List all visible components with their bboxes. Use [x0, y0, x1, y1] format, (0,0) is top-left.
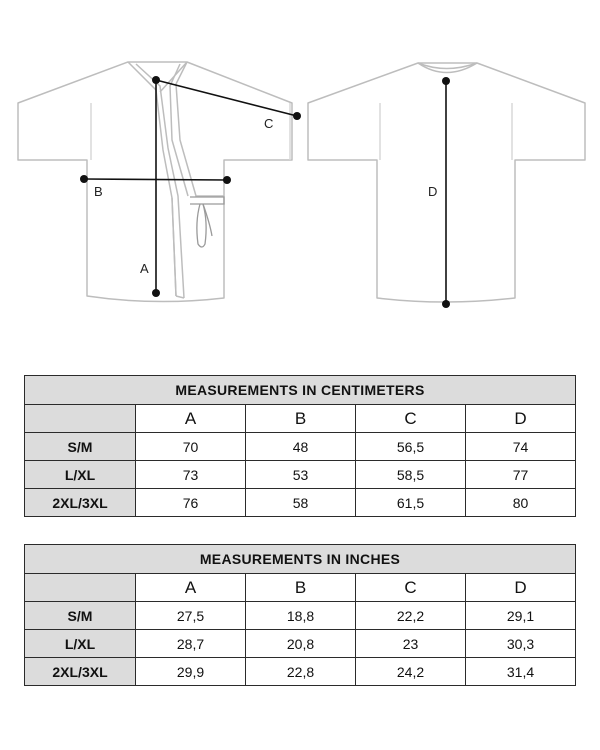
- table-row: [25, 461, 576, 489]
- table-cell: 31,4: [466, 658, 576, 686]
- robe-front-outline: [18, 62, 292, 302]
- size-label: S/M: [25, 433, 136, 461]
- table-corner-cell: [25, 405, 136, 433]
- table-cell: 53: [246, 461, 356, 489]
- table-title: MEASUREMENTS IN CENTIMETERS: [25, 376, 576, 405]
- table-cell: 22,8: [246, 658, 356, 686]
- table-row: [25, 489, 576, 517]
- table-cell: 58: [246, 489, 356, 517]
- table-cell: 77: [466, 461, 576, 489]
- table-cell: 48: [246, 433, 356, 461]
- table-header-row: [25, 574, 576, 602]
- robe-illustration: [0, 0, 600, 330]
- point-b-right: [223, 176, 231, 184]
- point-d-top: [442, 77, 450, 85]
- size-label: 2XL/3XL: [25, 489, 136, 517]
- table-inches: [24, 544, 576, 686]
- table-cell: 61,5: [356, 489, 466, 517]
- table-cell: 56,5: [356, 433, 466, 461]
- table-row: [25, 630, 576, 658]
- size-label: L/XL: [25, 630, 136, 658]
- measure-line-b: [84, 179, 227, 180]
- point-b-left: [80, 175, 88, 183]
- table-cell: 29,9: [136, 658, 246, 686]
- table-cell: 74: [466, 433, 576, 461]
- table-cell: 22,2: [356, 602, 466, 630]
- point-a-bottom: [152, 289, 160, 297]
- size-label: 2XL/3XL: [25, 658, 136, 686]
- column-header: C: [356, 574, 466, 602]
- table-row: [25, 433, 576, 461]
- table-cell: 70: [136, 433, 246, 461]
- table-row: [25, 658, 576, 686]
- table-cell: 28,7: [136, 630, 246, 658]
- table-row: [25, 602, 576, 630]
- column-header: D: [466, 574, 576, 602]
- table-cell: 24,2: [356, 658, 466, 686]
- table-title: MEASUREMENTS IN INCHES: [25, 545, 576, 574]
- garment-diagram: [0, 0, 600, 330]
- label-c: C: [264, 116, 274, 131]
- table-centimeters: [24, 375, 576, 517]
- table-cell: 20,8: [246, 630, 356, 658]
- table-cell: 58,5: [356, 461, 466, 489]
- table-cell: 76: [136, 489, 246, 517]
- size-label: S/M: [25, 602, 136, 630]
- column-header: B: [246, 574, 356, 602]
- table-cell: 29,1: [466, 602, 576, 630]
- table-header-row: [25, 405, 576, 433]
- column-header: D: [466, 405, 576, 433]
- table-cell: 23: [356, 630, 466, 658]
- table-cell: 73: [136, 461, 246, 489]
- table-corner-cell: [25, 574, 136, 602]
- column-header: C: [356, 405, 466, 433]
- label-d: D: [428, 184, 438, 199]
- point-c-end: [293, 112, 301, 120]
- table-cell: 30,3: [466, 630, 576, 658]
- table-cell: 18,8: [246, 602, 356, 630]
- point-d-bottom: [442, 300, 450, 308]
- table-cell: 80: [466, 489, 576, 517]
- table-title-row: [25, 545, 576, 574]
- column-header: A: [136, 574, 246, 602]
- column-header: A: [136, 405, 246, 433]
- label-b: B: [94, 184, 103, 199]
- size-label: L/XL: [25, 461, 136, 489]
- point-a-top: [152, 76, 160, 84]
- table-cell: 27,5: [136, 602, 246, 630]
- table-title-row: [25, 376, 576, 405]
- label-a: A: [140, 261, 149, 276]
- column-header: B: [246, 405, 356, 433]
